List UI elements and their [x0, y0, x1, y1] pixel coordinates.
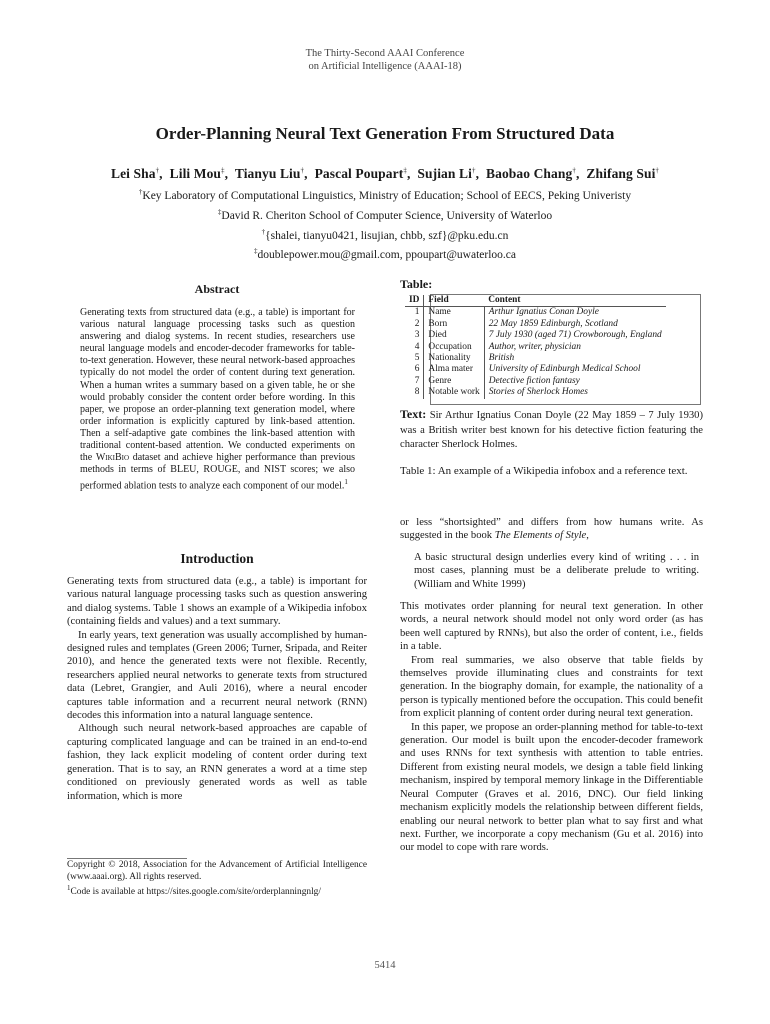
table-row: 4 Occupation Author, writer, physician [405, 342, 666, 353]
column-header-content: Content [484, 295, 666, 307]
author: Zhifang Sui† [586, 166, 660, 181]
footnote-ref: 1 [344, 478, 348, 487]
table-row: 1 Name Arthur Ignatius Conan Doyle [405, 307, 666, 319]
author: Sujian Li†, [417, 166, 486, 181]
table-row: 6 Alma mater University of Edinburgh Medical School [405, 364, 666, 375]
dataset-name: WikiBio [95, 452, 130, 464]
conference-line-2: on Artificial Intelligence (AAAI-18) [308, 61, 462, 72]
right-column-intro [400, 516, 703, 543]
paragraph: From real summaries, we also observe that table fields by themselves provide illuminating clues and constraints for text generation. In the biography domain, for example, the nationality of a person is typically mentioned before the occupation. This could benefit from explicit planning of content order during neural text generation. [400, 654, 703, 720]
paper-title: Order-Planning Neural Text Generation From Structured Data [155, 124, 615, 143]
paragraph: This motivates order planning for neural text generation. In other words, a neural network should model not only word order (as has been well captured by RNNs), but also the order of content, i.e., fields in a table. [400, 601, 703, 653]
text-label: Text: [400, 407, 427, 421]
book-title: The Elements of Style [494, 530, 587, 542]
abstract-text: Generating texts from structured data (e.g., a table) is important for various natural language processing tasks such as question answering and dialog systems. In recent studies, researchers use neural language models and encoder-decoder frameworks for table-to-text generation. However, these neural network-based approaches typically do not model the order of content during text generation. When a human writes a summary based on a given table, he or she would probably consider the content order before wording. In this paper, we propose an order-planning text generation model, where order information is explicitly captured by link-based attention. Then a self-adaptive gate combines the link-based attention with traditional content-based attention. We conducted experiments on the WikiBio dataset and achieve higher performance than previous methods in terms of BLEU, ROUGE, and NIST scores; we also performed ablation tests to analyze each component of our model.$^1$ [80, 307, 355, 492]
conference-header [0, 47, 770, 73]
affiliations [0, 184, 770, 263]
paragraph: or less “shortsighted” and differs from how humans write. As suggested in the book The Elements of Style, [400, 517, 703, 542]
column-header-field: Field [424, 295, 484, 307]
table-row: 2 Born 22 May 1859 Edinburgh, Scotland [405, 319, 666, 330]
block-quote: A basic structural design underlies every kind of writing . . . in most cases, planning must be a deliberate prelude to writing. (William and White 1999) [414, 552, 699, 590]
reference-text: Text: Sir Arthur Ignatius Conan Doyle (22 May 1859 – 7 July 1930) was a British writer best known for his detective fiction featuring the character Sherlock Holmes. [400, 407, 703, 450]
author: Lili Mou‡, [169, 166, 235, 181]
page-number: 5414 [374, 960, 396, 971]
affiliation-line: †{shalei, tianyu0421, lisujian, chbb, szf}@pku.edu.cn [261, 227, 509, 242]
paragraph: In this paper, we propose an order-planning method for table-to-text generation. Our model is built upon the encoder-decoder framework and uses RNNs for text synthesis with attention to table entries. Different from existing neural models, we design a table field linking mechanism, inspired by temporal memory linkage in the Differentiable Neural Computer (Graves et al. 2016, DNC). Our field linking mechanism explicitly models the relationship between different fields, enabling our neural network to better plan what to say first and what next. Further, we incorporate a copy mechanism (Gu et al. 2016) into our model to cope with rare words. [400, 721, 703, 854]
abstract-heading: Abstract [194, 282, 240, 296]
affiliation-line: ‡doublepower.mou@gmail.com, ppoupart@uwaterloo.ca [254, 247, 516, 262]
author: Baobao Chang†, [486, 166, 587, 181]
affiliation-line: ‡David R. Cheriton School of Computer Science, University of Waterloo [217, 207, 553, 222]
table-row: 7 Genre Detective fiction fantasy [405, 376, 666, 387]
infobox-table [405, 295, 666, 399]
paragraph: Generating texts from structured data (e.g., a table) is important for various natural language processing tasks such as question answering and dialog systems. Table 1 shows an example of a Wikipedia infobox (containing fields and values) and a text summary. [67, 576, 367, 628]
introduction-body [67, 575, 367, 803]
table-row: 5 Nationality British [405, 353, 666, 364]
column-header-id: ID [405, 295, 424, 307]
author: Lei Sha†, [110, 166, 170, 181]
author: Pascal Poupart‡, [314, 166, 418, 181]
footnote-1: $^1$Code is available at https://sites.google.com/site/orderplanningnlg/ [67, 884, 321, 898]
table-row: 3 Died 7 July 1930 (aged 71) Crowborough, England [405, 330, 666, 341]
introduction-heading: Introduction [180, 551, 254, 566]
table-row: 8 Notable work Stories of Sherlock Homes [405, 387, 666, 398]
footnotes [67, 860, 367, 899]
author-list [0, 166, 770, 182]
right-column-body [400, 600, 703, 855]
affiliation-line: †Key Laboratory of Computational Linguistics, Ministry of Education; School of EECS, Peking Univeristy [138, 188, 632, 202]
table-caption: Table 1: An example of a Wikipedia infobox and a reference text. [400, 465, 688, 477]
footnote-divider [67, 858, 187, 859]
copyright-notice: Copyright © 2018, Association for the Advancement of Artificial Intelligence (www.aaai.org). All rights reserved. [67, 860, 367, 882]
paragraph: In early years, text generation was usually accomplished by human-designed rules and templates (Green 2006; Turner, Sripada, and Reiter 2010), and hence the generated texts were not flexible. Recently, researchers applied neural networks to generate texts from structured data (Lebret, Grangier, and Auli 2016), where a neural encoder captures table information and a recurrent neural network (RNN) decodes this information into a natural language sentence. [67, 629, 367, 722]
author: Tianyu Liu†, [234, 166, 315, 181]
table-label: Table: [400, 277, 433, 291]
paragraph: Although such neural network-based approaches are capable of capturing complicated language and can be trained in an end-to-end fashion, they lack explicit modeling of content order during text generation. That is to say, an RNN generates a word at a time step conditioned on previously generated words as well as table information, which is more [67, 723, 367, 802]
table-header-row [405, 295, 666, 307]
conference-line-1: The Thirty-Second AAAI Conference [305, 48, 465, 59]
